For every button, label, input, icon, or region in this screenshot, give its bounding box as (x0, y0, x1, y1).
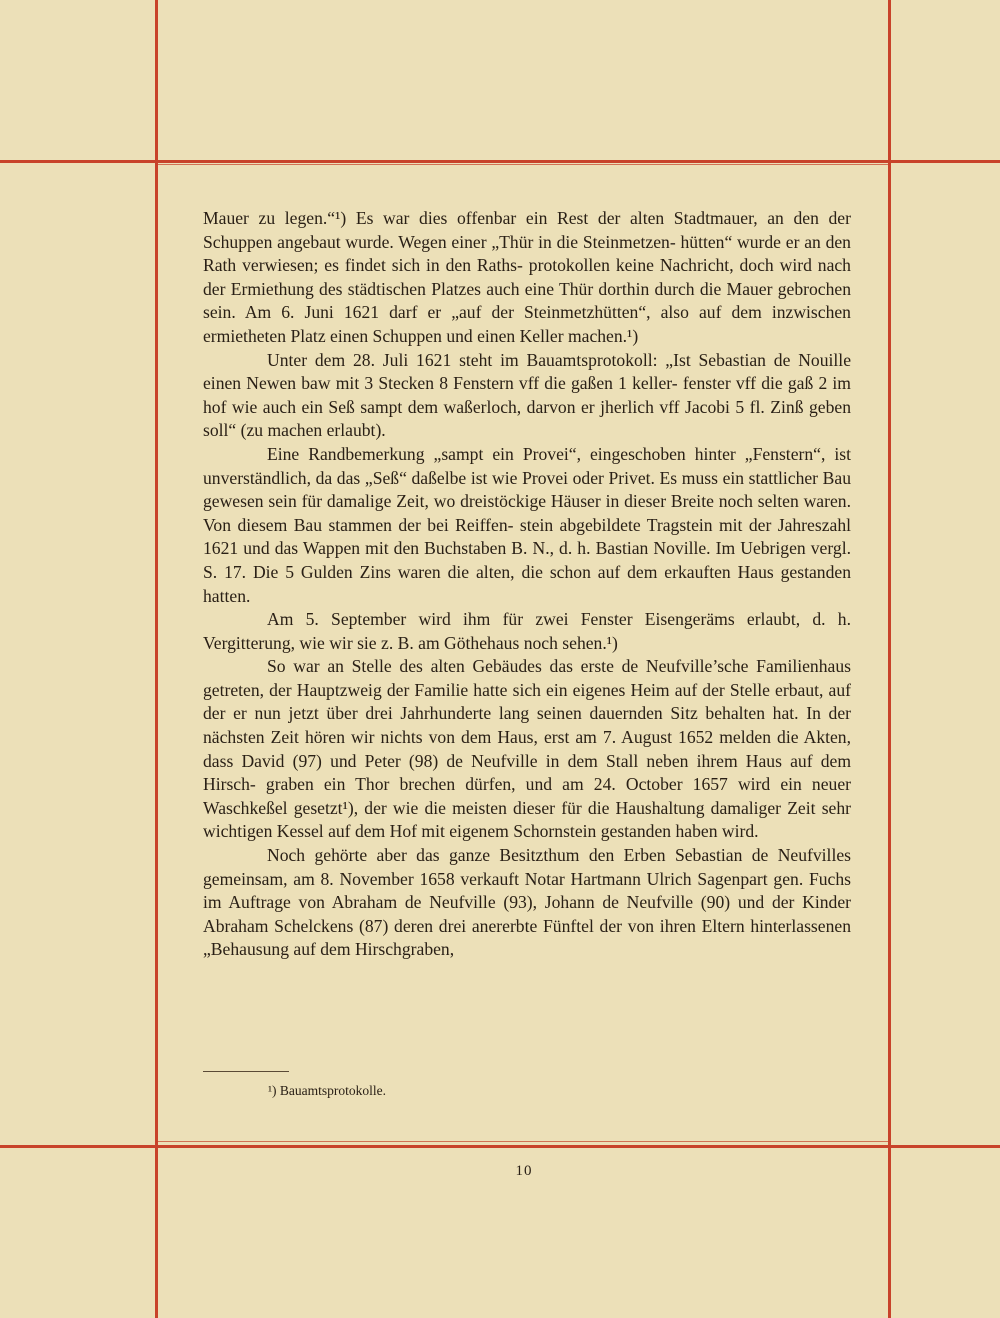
paragraph (203, 655, 851, 844)
margin-rule-bottom (0, 1145, 1000, 1148)
text-line: Fünftel der von ihren Eltern hinterlassenen „Behausung auf dem Hirschgraben, (203, 915, 851, 960)
text-line: stein abgebildete Tragstein mit der Jahreszahl 1621 und das Wappen mit den (203, 514, 851, 559)
text-line: in dieser Breite noch selten waren. Von diesem Bau stammen der bei Reiffen- (203, 491, 851, 535)
paragraph (203, 844, 851, 962)
text-line: Sagenpart gen. Fuchs im Auftrage von Abraham de Neufville (93), Johann de (203, 868, 851, 913)
text-line: Noch gehörte aber das ganze Besitzthum den Erben Sebastian de (267, 845, 769, 866)
paragraph (203, 443, 851, 608)
text-line: ist unverständlich, da das „Seß“ daßelbe ist wie Provei oder Privet. Es muss (203, 443, 851, 488)
footnote: ¹) Bauamtsprotokolle. (268, 1083, 387, 1098)
text-line: Am 5. September wird ihm für zwei Fenster Eisengeräms erlaubt, (267, 609, 801, 630)
text-line: und Peter (98) de Neufville in dem Stall neben ihrem Haus auf dem Hirsch- (203, 750, 852, 795)
text-line: 5 Gulden Zins waren die alten, die schon auf dem erkauften Haus gestanden (285, 561, 851, 582)
body-text (203, 207, 851, 962)
paragraph (203, 608, 851, 655)
text-line: Zeit sehr wichtigen Kessel auf dem Hof mit eigenem Schornstein gestanden (203, 797, 852, 842)
text-line: ein stattlicher Bau gewesen sein für damalige Zeit, wo dreistöckige Häuser (203, 467, 851, 512)
text-line: er jherlich vff Jacobi 5 fl. Zinß geben soll“ (zu machen erlaubt). (203, 396, 851, 441)
footnote-divider (203, 1071, 289, 1072)
text-line: d. h. Vergitterung, wie wir sie z. B. am Göthehaus noch sehen.¹) (203, 609, 851, 653)
text-line: hütten“ wurde er an den Rath verwiesen; es findet sich in den Raths- (203, 231, 851, 276)
text-line: Platzes auch eine Thür dorthin durch die Mauer gebrochen sein. Am 6. Juni (203, 278, 852, 323)
text-line: Platz einen Schuppen und einen Keller machen.¹) (290, 325, 639, 346)
margin-rule-left (155, 0, 158, 1318)
text-line: fenster vff die gaß 2 im hof wie auch ein Seß sampt dem waßerloch, darvon (203, 373, 851, 417)
text-line: Waschkeßel gesetzt¹), der wie die meisten dieser für die Haushaltung damaliger (203, 797, 782, 818)
paragraph (203, 207, 851, 349)
margin-rule-right (888, 0, 891, 1318)
text-line: So war an Stelle des alten Gebäudes das erste de Neufville’sche (267, 656, 749, 677)
text-line: haben wird. (675, 821, 759, 842)
text-line: Buchstaben B. N., d. h. Bastian Noville. Im Uebrigen vergl. S. 17. Die (203, 538, 851, 582)
page-number: 10 (515, 1163, 533, 1179)
margin-rule-top (0, 160, 1000, 163)
text-line: 1621 darf er „auf der Steinmetzhütten“, also auf dem inzwischen ermietheten (203, 302, 851, 346)
text-line: den der Schuppen angebaut wurde. Wegen einer „Thür in die Steinmetzen- (203, 208, 851, 252)
text-line: Neufvilles gemeinsam, am 8. November 1658 verkauft Notar Hartmann Ulrich (203, 845, 851, 889)
text-line: Mauer zu legen.“¹) Es war dies offenbar ein Rest der alten Stadtmauer, an (203, 208, 784, 228)
paragraph (203, 349, 851, 443)
margin-rule-top-inner (155, 164, 890, 165)
text-line: Eine Randbemerkung „sampt ein Provei“, eingeschoben hinter „Fenstern“, (267, 443, 826, 464)
text-line: von dem Haus, erst am 7. August 1652 melden die Akten, dass David (97) (203, 727, 852, 771)
margin-rule-bottom-inner (155, 1141, 890, 1142)
text-line: Familienhaus getreten, der Hauptzweig der Familie hatte sich ein eigenes (203, 656, 851, 700)
text-line: graben ein Thor brechen dürfen, und am 24. October 1657 wird ein neuer (265, 774, 852, 795)
text-line: seinen dauernden Sitz behalten hat. In der nächsten Zeit hören wir nichts (203, 703, 851, 748)
text-line: Neufville (90) und der Kinder Abraham Schelckens (87) deren drei anererbte (203, 892, 851, 936)
text-line: hatten. (203, 585, 251, 606)
text-line: Heim auf der Stelle erbaut, auf der er nun jetzt über drei Jahrhunderte lang (203, 679, 851, 724)
text-line: protokollen keine Nachricht, doch wird nach der Ermiethung des städtischen (203, 255, 851, 299)
text-line: de Nouille einen Newen baw mit 3 Stecken 8 Fenstern vff die gaßen 1 keller- (203, 349, 851, 394)
text-line: Unter dem 28. Juli 1621 steht im Bauamtsprotokoll: „Ist Sebastian (267, 349, 766, 370)
